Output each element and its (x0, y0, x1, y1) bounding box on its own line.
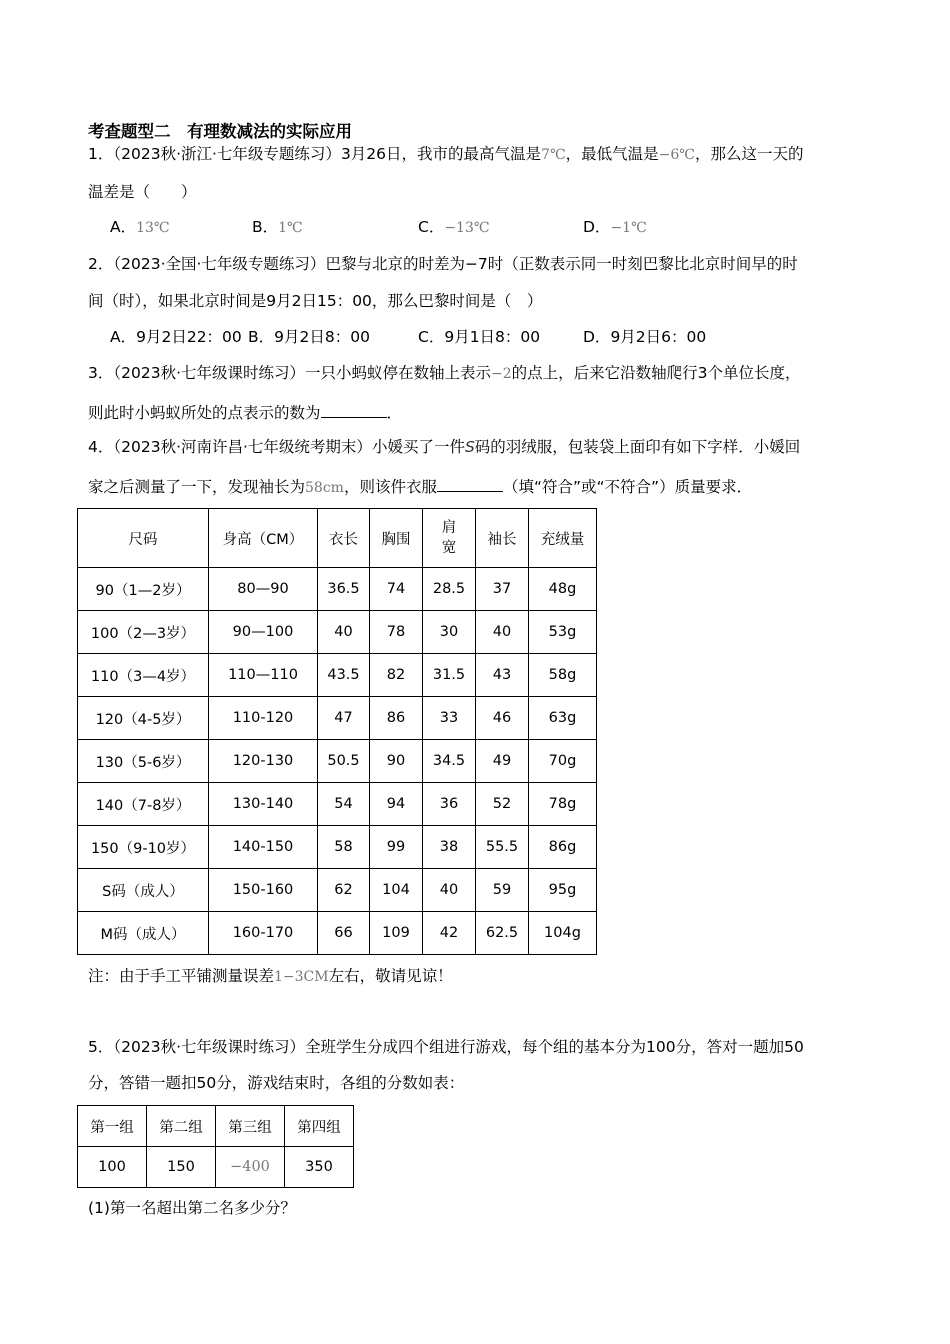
table-cell: −400 (216, 1147, 285, 1188)
table-cell: 37 (476, 568, 529, 611)
q1-option-b[interactable] (252, 217, 303, 238)
q2-option-c-value: 9月1日8：00 (444, 328, 541, 346)
header-cell: 袖长 (476, 509, 529, 568)
question-2-source: （2023·全国·七年级专题练习） (113, 255, 326, 273)
question-1-line-1 (88, 144, 803, 165)
table-cell: 48g (529, 568, 597, 611)
question-4-text-2: 码的羽绒服，包装袋上面印有如下字样．小媛回 (474, 438, 801, 456)
table-cell: 150 (147, 1147, 216, 1188)
table-cell: 140（7-8岁） (78, 783, 209, 826)
answer-blank-q3[interactable] (321, 401, 387, 418)
header-cell: 第一组 (78, 1106, 147, 1147)
question-3-number: 3． (88, 364, 114, 382)
table-cell: 28.5 (423, 568, 476, 611)
question-1-number: 1． (88, 145, 114, 163)
header-cell: 尺码 (78, 509, 209, 568)
question-3-line-1 (88, 363, 801, 384)
table-cell: 110（3—4岁） (78, 654, 209, 697)
table-row (78, 740, 597, 783)
q2-option-a-value: 9月2日22：00 (136, 328, 242, 346)
table-cell: 86 (370, 697, 423, 740)
max-temperature: 7℃ (541, 147, 566, 163)
min-temperature: −6℃ (658, 147, 695, 163)
table-cell: 104 (370, 869, 423, 912)
table-cell: 58g (529, 654, 597, 697)
table-cell: 55.5 (476, 826, 529, 869)
question-1-text-3: ，那么这一天的 (694, 145, 804, 163)
question-4-line-2 (88, 475, 752, 498)
table-row (78, 568, 597, 611)
question-4-source: （2023秋·河南许昌·七年级统考期末） (113, 438, 372, 456)
table-cell: 36 (423, 783, 476, 826)
table-cell: 350 (285, 1147, 354, 1188)
table-cell: 120（4-5岁） (78, 697, 209, 740)
table-cell: 47 (318, 697, 370, 740)
table-cell: 62 (318, 869, 370, 912)
table-cell: 150（9-10岁） (78, 826, 209, 869)
note-text-2: 左右，敬请见谅！ (328, 967, 453, 985)
table-cell: 74 (370, 568, 423, 611)
table-cell: 90（1—2岁） (78, 568, 209, 611)
q1-option-b-value: 1℃ (278, 220, 303, 236)
sleeve-length: 58cm (305, 480, 344, 496)
question-5-line-2: 分，答错一题扣50分，游戏结束时，各组的分数如表： (88, 1074, 465, 1092)
q2-option-b-value: 9月2日8：00 (274, 328, 370, 346)
table-cell: 99 (370, 826, 423, 869)
question-3-line-2-text: 则此时小蚂蚁所处的点表示的数为 (88, 404, 321, 422)
table-cell: 66 (318, 912, 370, 955)
table-cell: 130（5-6岁） (78, 740, 209, 783)
table-cell: 95g (529, 869, 597, 912)
q2-option-a[interactable] (110, 327, 242, 347)
size-chart-note (88, 966, 453, 987)
header-cell: 衣长 (318, 509, 370, 568)
table-cell: 58 (318, 826, 370, 869)
table-cell: 78g (529, 783, 597, 826)
table-cell: 70g (529, 740, 597, 783)
question-4-line-2c: （填“符合”或“不符合”）质量要求． (502, 478, 753, 496)
table-cell: 38 (423, 826, 476, 869)
q2-option-c-label: C． (418, 328, 445, 346)
header-cell: 胸围 (370, 509, 423, 568)
table-cell: 40 (476, 611, 529, 654)
question-2-line-1 (88, 254, 798, 274)
q1-option-d-value: −1℃ (610, 220, 647, 236)
question-3-source: （2023秋·七年级课时练习） (113, 364, 305, 382)
table-cell: 90—100 (209, 611, 318, 654)
question-5-source: （2023秋·七年级课时练习） (113, 1038, 305, 1056)
table-cell: 42 (423, 912, 476, 955)
question-4-number: 4． (88, 438, 114, 456)
table-cell: 54 (318, 783, 370, 826)
group-score-table (77, 1105, 354, 1188)
table-cell: 62.5 (476, 912, 529, 955)
table-cell: S码（成人） (78, 869, 209, 912)
table-cell: 86g (529, 826, 597, 869)
note-text-1: 注：由于手工平铺测量误差 (88, 967, 275, 985)
question-1-source: （2023秋·浙江·七年级专题练习） (113, 145, 341, 163)
table-cell: 110-120 (209, 697, 318, 740)
table-header-row (78, 1106, 354, 1147)
table-row (78, 611, 597, 654)
table-cell: 30 (423, 611, 476, 654)
question-5-subquestion-1: (1)第一名超出第二名多少分？ (88, 1199, 296, 1217)
table-cell: 50.5 (318, 740, 370, 783)
q2-option-d[interactable] (583, 327, 706, 347)
table-cell: 63g (529, 697, 597, 740)
table-cell: 31.5 (423, 654, 476, 697)
q1-option-a-value: 13℃ (136, 220, 170, 236)
table-cell: 36.5 (318, 568, 370, 611)
q1-option-b-label: B． (252, 218, 279, 236)
table-row (78, 1147, 354, 1188)
question-3-text-2: 的点上，后来它沿数轴爬行3个单位长度， (511, 364, 801, 382)
table-cell: 49 (476, 740, 529, 783)
note-range: 1−3CM (274, 969, 329, 985)
table-cell: 150-160 (209, 869, 318, 912)
q2-option-d-label: D． (583, 328, 611, 346)
header-cell: 第四组 (285, 1106, 354, 1147)
question-4-line-2a: 家之后测量了一下，发现袖长为 (88, 478, 306, 496)
question-3-text-1: 一只小蚂蚁停在数轴上表示 (305, 364, 492, 382)
table-cell: 120-130 (209, 740, 318, 783)
question-1-text-1: 3月26日，我市的最高气温是 (340, 145, 542, 163)
table-cell: 40 (318, 611, 370, 654)
question-2-line-2: 间（时），如果北京时间是9月2日15：00，那么巴黎时间是（ ） (88, 292, 543, 310)
table-cell: 43 (476, 654, 529, 697)
question-1-line-2: 温差是（ ） (88, 183, 197, 201)
size-letter: S (464, 438, 475, 456)
table-cell: 140-150 (209, 826, 318, 869)
table-cell: 130-140 (209, 783, 318, 826)
table-cell: 94 (370, 783, 423, 826)
header-cell: 第二组 (147, 1106, 216, 1147)
table-cell: 90 (370, 740, 423, 783)
header-cell: 肩 宽 (423, 509, 476, 568)
start-point: −2 (491, 366, 512, 382)
q1-option-c[interactable] (418, 217, 490, 238)
q1-option-d-label: D． (583, 218, 611, 236)
table-row (78, 869, 597, 912)
table-cell: 34.5 (423, 740, 476, 783)
q2-option-b[interactable] (248, 327, 370, 347)
q2-option-c[interactable] (418, 327, 540, 347)
table-cell: 82 (370, 654, 423, 697)
q1-option-d[interactable] (583, 217, 647, 238)
q1-option-a[interactable] (110, 217, 170, 238)
answer-blank-q4[interactable] (437, 475, 503, 492)
q1-option-a-label: A． (110, 218, 137, 236)
table-cell: 100（2—3岁） (78, 611, 209, 654)
question-4-text-1: 小媛买了一件 (371, 438, 465, 456)
table-cell: 46 (476, 697, 529, 740)
question-1-text-2: ，最低气温是 (565, 145, 659, 163)
question-2-number: 2． (88, 255, 114, 273)
header-cell: 身高（CM） (209, 509, 318, 568)
table-cell: M码（成人） (78, 912, 209, 955)
table-row (78, 654, 597, 697)
q2-option-a-label: A． (110, 328, 137, 346)
q2-option-b-label: B． (248, 328, 275, 346)
table-cell: 110—110 (209, 654, 318, 697)
question-3-line-2-end: ． (386, 404, 403, 422)
table-cell: 100 (78, 1147, 147, 1188)
table-cell: 104g (529, 912, 597, 955)
section-title: 考查题型二 有理数减法的实际应用 (88, 122, 352, 141)
q1-option-c-label: C． (418, 218, 445, 236)
q1-option-c-value: −13℃ (444, 220, 490, 236)
table-cell: 53g (529, 611, 597, 654)
table-cell: 78 (370, 611, 423, 654)
table-cell: 109 (370, 912, 423, 955)
question-5-text-1: 全班学生分成四个组进行游戏，每个组的基本分为100分，答对一题加50 (305, 1038, 804, 1056)
table-header-row (78, 509, 597, 568)
table-cell: 160-170 (209, 912, 318, 955)
question-5-line-1 (88, 1037, 804, 1057)
table-cell: 80—90 (209, 568, 318, 611)
table-row (78, 783, 597, 826)
q2-option-d-value: 9月2日6：00 (610, 328, 707, 346)
question-4-line-1 (88, 437, 800, 457)
question-5-number: 5． (88, 1038, 114, 1056)
table-cell: 59 (476, 869, 529, 912)
question-4-line-2b: ，则该件衣服 (343, 478, 437, 496)
table-row (78, 912, 597, 955)
table-row (78, 826, 597, 869)
table-cell: 40 (423, 869, 476, 912)
table-row (78, 697, 597, 740)
size-chart-table (77, 508, 597, 955)
table-cell: 33 (423, 697, 476, 740)
question-2-text-1: 巴黎与北京的时差为−7时（正数表示同一时刻巴黎比北京时间早的时 (325, 255, 798, 273)
table-cell: 52 (476, 783, 529, 826)
header-cell: 充绒量 (529, 509, 597, 568)
question-3-line-2 (88, 401, 402, 423)
table-cell: 43.5 (318, 654, 370, 697)
header-cell: 第三组 (216, 1106, 285, 1147)
